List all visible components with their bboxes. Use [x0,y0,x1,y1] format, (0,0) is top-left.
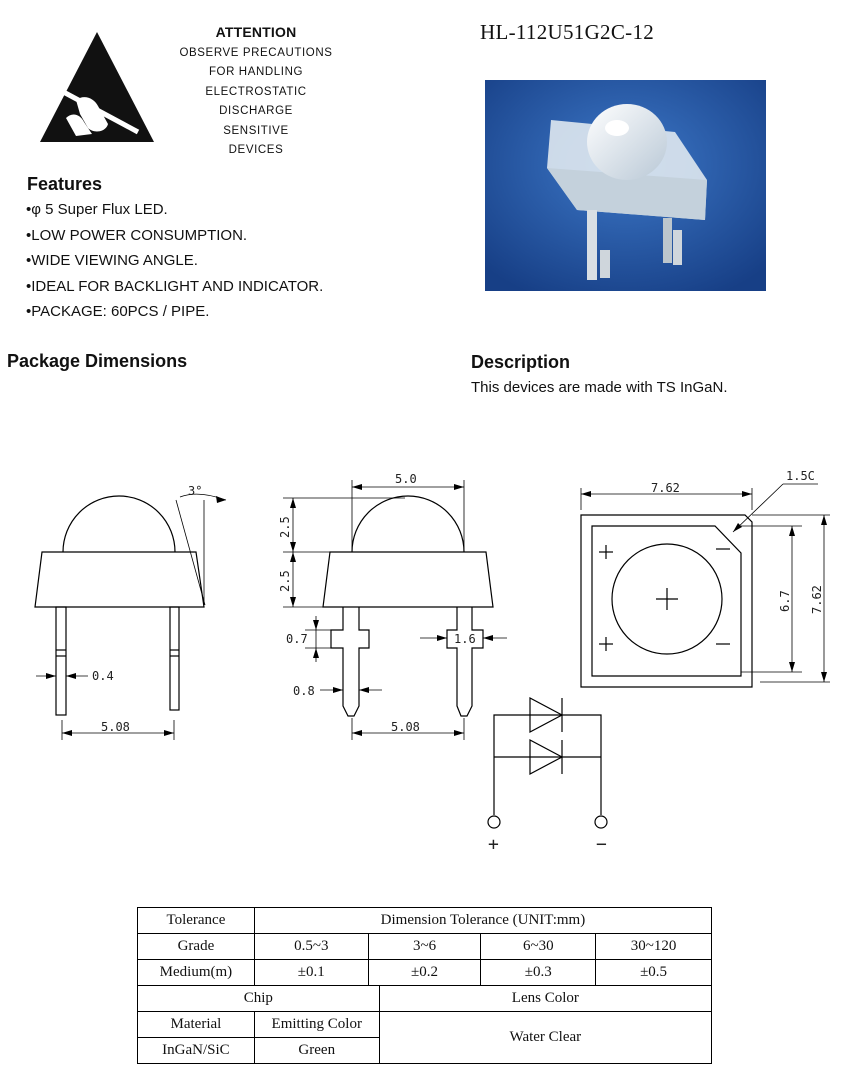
package-drawing [0,440,849,860]
feature-item: •IDEAL FOR BACKLIGHT AND INDICATOR. [26,278,324,295]
emitting-color-value: Green [254,1038,379,1064]
range-cell: 6~30 [481,934,596,960]
package-dimensions-title: Package Dimensions [7,351,188,371]
lead-tip-label: 0.8 [293,684,315,698]
led-photo [485,80,766,291]
minus-terminal-label: − [596,834,607,855]
lead-gap-label: 1.6 [454,632,476,646]
attention-line: ELECTROSTATIC [205,86,307,98]
range-cell: 3~6 [368,934,481,960]
attention-title: ATTENTION [215,24,297,40]
description-text: This devices are made with TS InGaN. [471,379,728,396]
feature-item: •WIDE VIEWING ANGLE. [26,252,198,269]
feature-item: •PACKAGE: 60PCS / PIPE. [26,303,210,320]
lens-color-value: Water Clear [379,1012,711,1064]
attention-line: SENSITIVE [223,125,289,137]
part-number: HL-112U51G2C-12 [480,20,655,44]
description-title: Description [471,352,571,372]
esd-warning-icon [36,28,158,146]
body-height-label: 7.62 [810,585,824,614]
grade-label: Grade [138,934,255,960]
tolerance-label: Tolerance [138,908,255,934]
attention-line: FOR HANDLING [208,66,304,78]
tolerance-value: ±0.3 [481,960,596,986]
dimension-tolerance-header: Dimension Tolerance (UNIT:mm) [254,908,711,934]
body-width-label: 7.62 [651,481,680,495]
lens-color-header: Lens Color [379,986,711,1012]
material-label: Material [138,1012,255,1038]
lead-width-label: 0.4 [92,669,114,683]
angle-label: 3° [188,484,203,498]
chip-header: Chip [138,986,380,1012]
lens-width-label: 5.0 [395,472,417,486]
medium-label: Medium(m) [138,960,255,986]
material-value: InGaN/SiC [138,1038,255,1064]
attention-line: DISCHARGE [219,105,293,117]
tolerance-table [137,907,712,1064]
tolerance-value: ±0.5 [596,960,712,986]
notch-label: 0.7 [286,632,308,646]
feature-item: •LOW POWER CONSUMPTION. [26,227,248,244]
pitch-middle-label: 5.08 [391,720,420,734]
attention-line: DEVICES [228,144,284,156]
chamfer-label: 1.5C [786,469,815,483]
plus-terminal-label: + [488,834,499,855]
inner-dimension-label: 6.7 [778,590,792,612]
tolerance-value: ±0.1 [254,960,368,986]
height-bottom-label: 2.5 [278,570,292,592]
height-top-label: 2.5 [278,516,292,538]
range-cell: 0.5~3 [254,934,368,960]
attention-line: OBSERVE PRECAUTIONS [179,47,333,59]
range-cell: 30~120 [596,934,712,960]
pitch-left-label: 5.08 [101,720,130,734]
emitting-color-label: Emitting Color [254,1012,379,1038]
feature-item: •φ 5 Super Flux LED. [26,201,168,218]
tolerance-value: ±0.2 [368,960,481,986]
features-title: Features [27,174,103,194]
